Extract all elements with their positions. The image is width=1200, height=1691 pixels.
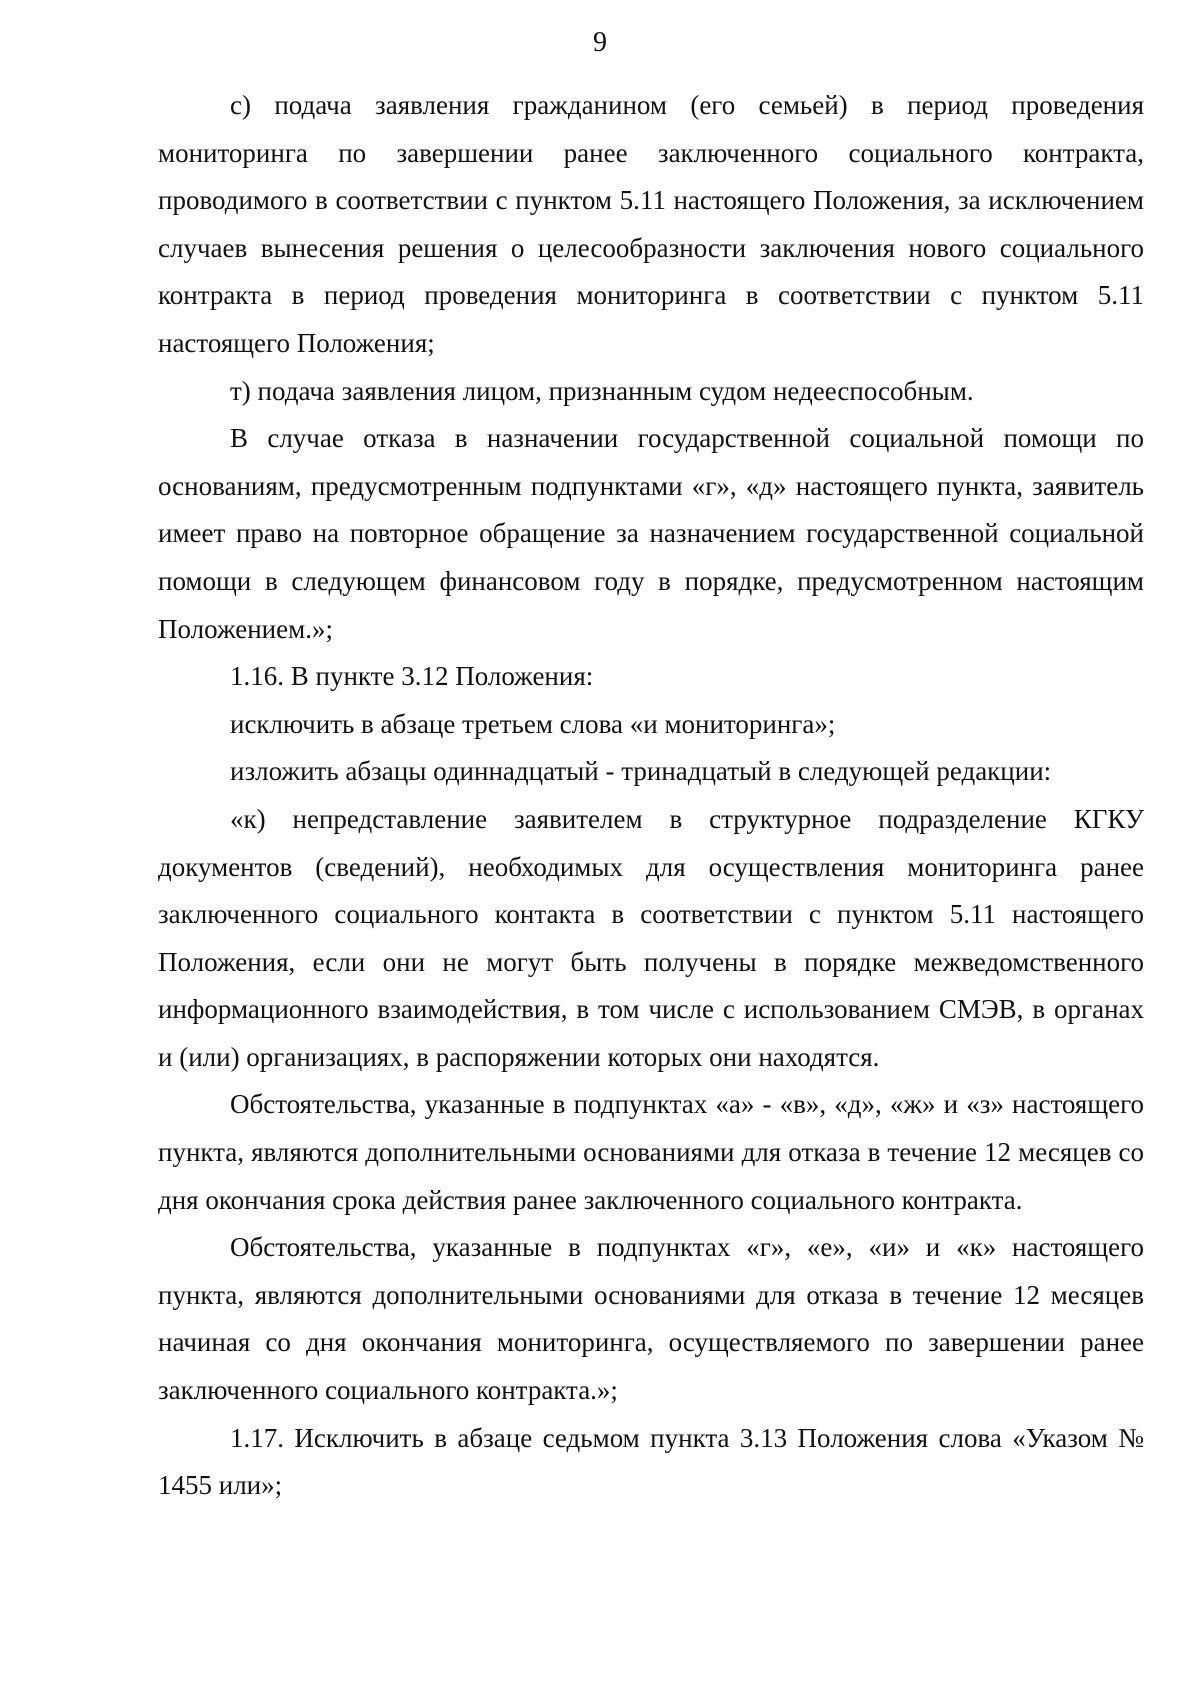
- document-body: [158, 82, 1144, 1510]
- paragraph-item-s: с) подача заявления гражданином (его семьей) в период проведения мониторинга по завершении ранее заключенного социального контракта, проводимого в соответствии с пунктом 5.11 настоящего Положения, за исключением случаев вынесения решения о целесообразности заключения нового социального контракта в период проведения мониторинга в соответствии с пунктом 5.11 настоящего Положения;: [158, 90, 1144, 358]
- paragraph-refusal-case: В случае отказа в назначении государственной социальной помощи по основаниям, предусмотренным подпунктами «г», «д» настоящего пункта, заявитель имеет право на повторное обращение за назначением государственной социальной помощи в следующем финансовом году в порядке, предусмотренном настоящим Положением.»;: [158, 423, 1144, 644]
- page-number: 9: [593, 27, 607, 58]
- paragraph-circumstances-a-z: Обстоятельства, указанные в подпунктах «а» - «в», «д», «ж» и «з» настоящего пункта, являются дополнительными основаниями для отказа в течение 12 месяцев со дня окончания срока действия ранее заключенного социального контракта.: [158, 1089, 1144, 1215]
- paragraph-section-1-17: 1.17. Исключить в абзаце седьмом пункта 3.13 Положения слова «Указом № 1455 или»;: [158, 1422, 1144, 1501]
- paragraph-item-t: т) подача заявления лицом, признанным судом недееспособным.: [230, 375, 974, 406]
- paragraph-restate-paragraphs: изложить абзацы одиннадцатый - тринадцатый в следующей редакции:: [230, 756, 1052, 787]
- paragraph-circumstances-g-k: Обстоятельства, указанные в подпунктах «г», «е», «и» и «к» настоящего пункта, являются дополнительными основаниями для отказа в течение 12 месяцев начиная со дня окончания мониторинга, осуществляемого по завершении ранее заключенного социального контракта.»;: [158, 1232, 1144, 1406]
- paragraph-section-1-16: 1.16. В пункте 3.12 Положения:: [230, 661, 594, 692]
- paragraph-exclude-words: исключить в абзаце третьем слова «и мониторинга»;: [230, 708, 836, 739]
- paragraph-item-k: «к) непредставление заявителем в структурное подразделение КГКУ документов (сведений), необходимых для осуществления мониторинга ранее заключенного социального контакта в соответствии с пунктом 5.11 настоящего Положения, если они не могут быть получены в порядке межведомственного информационного взаимодействия, в том числе с использованием СМЭВ, в органах и (или) организациях, в распоряжении которых они находятся.: [158, 803, 1144, 1072]
